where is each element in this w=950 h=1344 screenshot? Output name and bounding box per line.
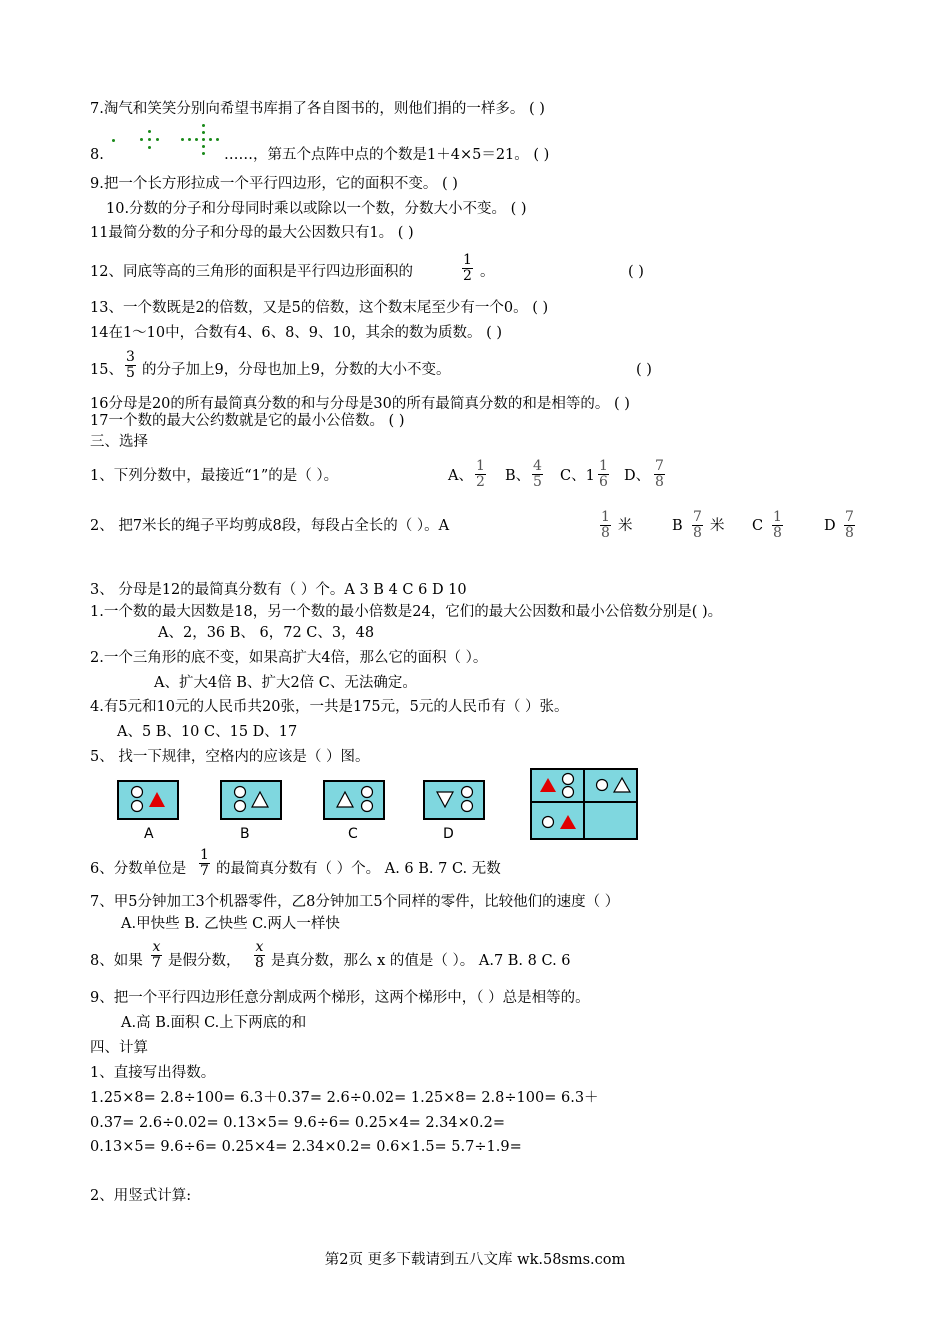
choice-q2-unit-b: 米 [710,518,725,534]
judge-q10: 10.分数的分子和分母同时乘以或除以一个数，分数大小不变。 ( ) [106,201,527,217]
fraction-x-over-7: x 7 [152,939,161,971]
choice-q2-fraction-c: 1 8 [773,509,782,541]
choice-s5: 5、 找一下规律，空格内的应该是（ ）图。 [90,749,370,765]
calc-row-2: 0.37= 2.6÷0.02= 0.13×5= 9.6÷6= 0.25×4= 2.34×0.2= [90,1115,505,1131]
choice-s2: 2.一个三角形的底不变，如果高扩大4倍，那么它的面积（ ）。 [90,650,488,666]
choice-s1: 1.一个数的最大因数是18，另一个数的最小倍数是24，它们的最大公因数和最小公倍数分别是( )。 [90,604,723,620]
choice-s4: 4.有5元和10元的人民币共20张，一共是175元，5元的人民币有（ ）张。 [90,699,569,715]
choice-q1-fraction-d: 7 8 [655,458,664,490]
judge-q16: 16分母是20的所有最简真分数的和与分母是30的所有最简真分数的和是相等的。 ( ) [90,396,630,412]
judge-q12-blank: ( ) [628,264,644,280]
fraction-one-half: 1 2 [463,252,472,284]
choice-s1-options: A、2，36 B、 6，72 C、3，48 [158,625,375,641]
choice-q1-text: 1、下列分数中，最接近“1”的是（ ）。 [90,468,339,484]
judge-q8-number: 8. [90,147,104,163]
calc-row-3: 0.13×5= 9.6÷6= 0.25×4= 2.34×0.2= 0.6×1.5= 5.7÷1.9= [90,1139,522,1155]
choice-s8-text: 8、如果 [90,953,143,969]
pattern-label-a: A [144,826,154,842]
judge-q17: 17一个数的最大公约数就是它的最小公倍数。 ( ) [90,413,405,429]
choice-q2-text: 2、 把7米长的绳子平均剪成8段，每段占全长的（ ）。A [90,518,450,534]
choice-q2-b: B [672,518,683,534]
pattern-label-d: D [443,826,454,842]
choice-q2-c: C [752,518,764,534]
judge-q13: 13、一个数既是2的倍数，又是5的倍数，这个数末尾至少有一个0。 ( ) [90,300,549,316]
choice-s6-text: 6、分数单位是 [90,861,187,877]
calc-row-1: 1.25×8= 2.8÷100= 6.3＋0.37= 2.6÷0.02= 1.25×8= 2.8÷100= 6.3＋ [90,1090,599,1106]
pattern-label-b: B [240,826,250,842]
section-calc-title: 四、计算 [90,1040,148,1056]
fraction-x-over-8: x 8 [255,939,264,971]
choice-q2-fraction-b: 7 8 [693,509,702,541]
choice-s7-options: A.甲快些 B. 乙快些 C.两人一样快 [121,916,340,932]
choice-q1-d: D、 [624,468,651,484]
choice-s9-options: A.高 B.面积 C.上下两底的和 [121,1015,307,1031]
judge-q11: 11最简分数的分子和分母的最大公因数只有1。 ( ) [90,225,414,241]
judge-q15-blank: ( ) [636,362,652,378]
judge-q15-num: 15、 [90,362,123,378]
section-choice-title: 三、选择 [90,434,148,450]
choice-s4-options: A、5 B、10 C、15 D、17 [117,724,298,740]
judge-q15-text: 的分子加上9，分母也加上9，分数的大小不变。 [142,362,451,378]
calc-part2-title: 2、用竖式计算: [90,1188,192,1204]
choice-q1-fraction-b: 4 5 [533,458,542,490]
choice-q1-fraction-c: 1 6 [599,458,608,490]
choice-q3: 3、 分母是12的最简真分数有（ ）个。A 3 B 4 C 6 D 10 [90,582,467,598]
judge-q14: 14在1～10中，合数有4、6、8、9、10，其余的数为质数。 ( ) [90,325,503,341]
choice-s9: 9、把一个平行四边形任意分割成两个梯形，这两个梯形中，（ ）总是相等的。 [90,990,590,1006]
choice-s7: 7、甲5分钟加工3个机器零件，乙8分钟加工5个同样的零件，比较他们的速度（ ） [90,894,620,910]
judge-q12-end: 。 [480,264,495,280]
choice-q1-a: A、 [448,468,473,484]
choice-q2-fraction-d: 7 8 [845,509,854,541]
choice-s8-mid: 是假分数， [168,953,241,969]
choice-q2-d: D [824,518,836,534]
choice-s2-options: A、扩大4倍 B、扩大2倍 C、无法确定。 [154,675,417,691]
fraction-three-fifths: 3 5 [126,349,135,381]
choice-q2-unit-a: 米 [618,518,633,534]
pattern-label-c: C [348,826,358,842]
judge-q9: 9.把一个长方形拉成一个平行四边形，它的面积不变。 ( ) [90,176,458,192]
choice-q2-fraction-a: 1 8 [601,509,610,541]
choice-q1-c: C、1 [560,468,595,484]
choice-q1-b: B、 [505,468,531,484]
choice-s8-rest: 是真分数，那么 x 的值是（ ）。 A.7 B. 8 C. 6 [271,953,571,969]
calc-part1-title: 1、直接写出得数。 [90,1065,216,1081]
judge-q8-text: ……，第五个点阵中点的个数是1＋4×5＝21。 ( ) [224,147,550,163]
judge-q12-text: 12、同底等高的三角形的面积是平行四边形面积的 [90,264,413,280]
page-footer: 第2页 更多下载请到五八文库 wk.58sms.com [324,1252,626,1268]
choice-s6-rest: 的最简真分数有（ ）个。 A. 6 B. 7 C. 无数 [216,861,501,877]
judge-q7: 7.淘气和笑笑分别向希望书库捐了各自图书的，则他们捐的一样多。 ( ) [90,101,545,117]
choice-q1-fraction-a: 1 2 [476,458,485,490]
fraction-one-seventh: 1 7 [200,847,209,879]
